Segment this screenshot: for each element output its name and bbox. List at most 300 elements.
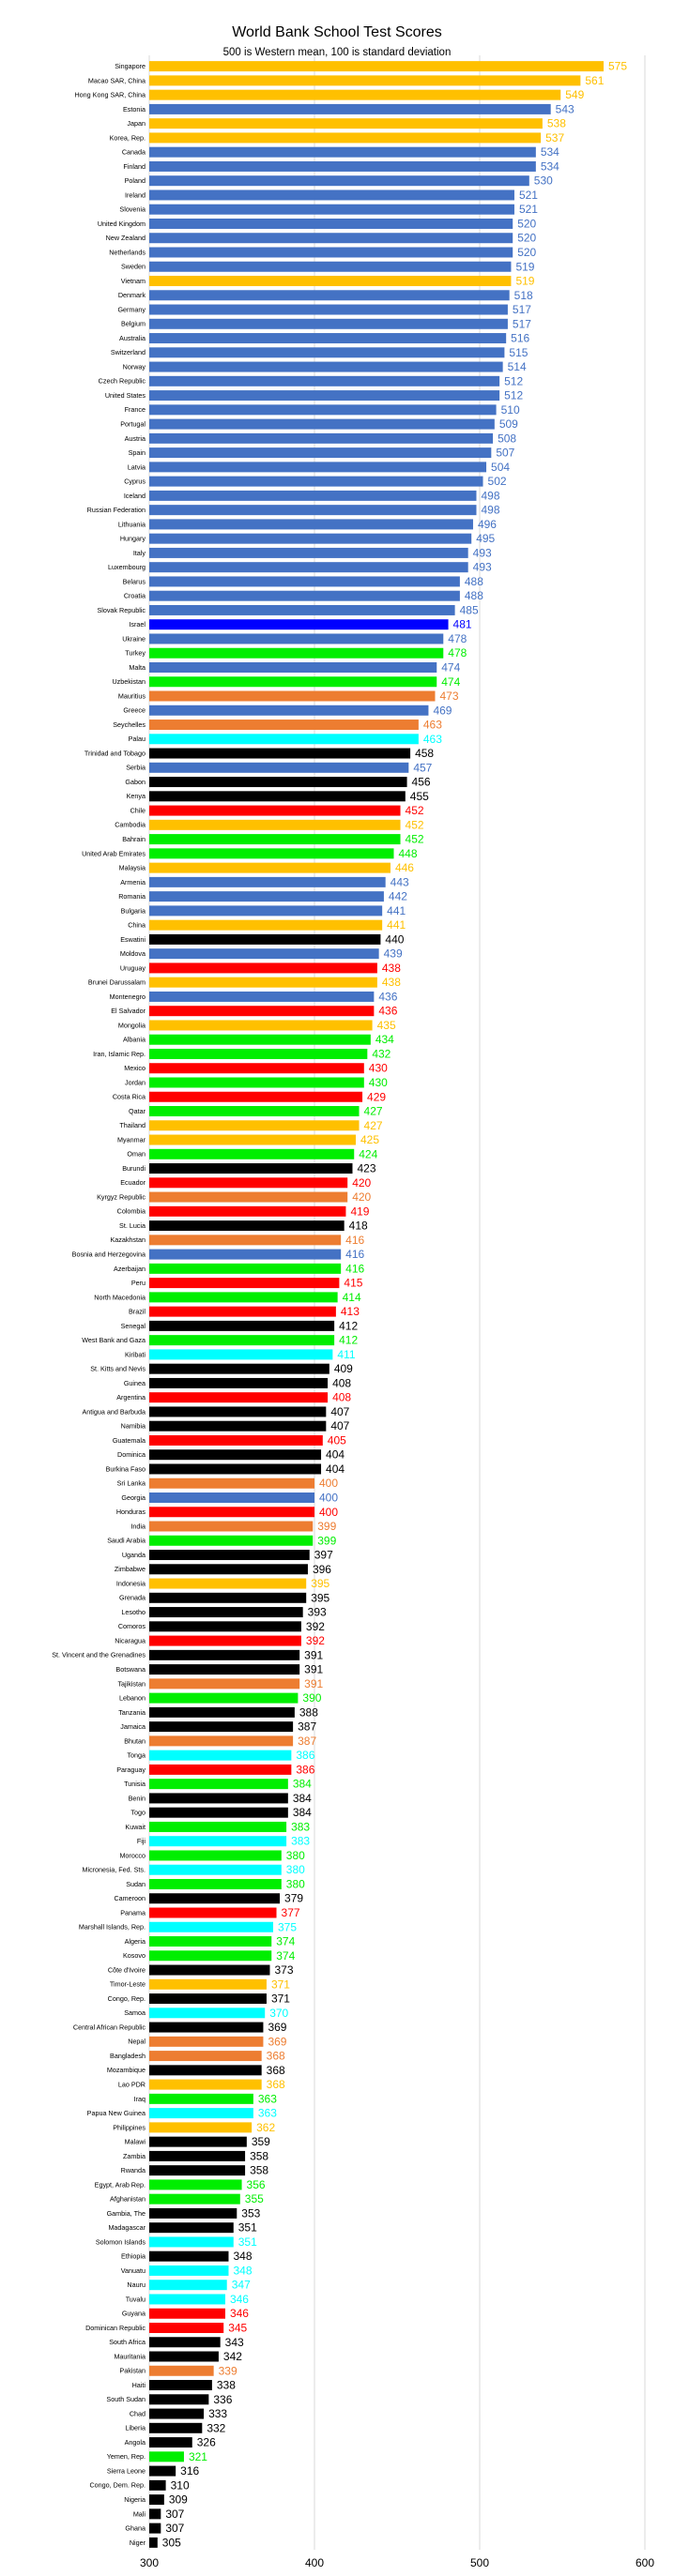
category-label: Peru [130, 1279, 146, 1288]
bar [149, 276, 511, 286]
bar [149, 1006, 374, 1016]
data-label: 419 [350, 1205, 370, 1219]
category-label: Chad [129, 2409, 146, 2418]
category-label: Jamaica [120, 1722, 146, 1732]
bar [149, 1793, 288, 1803]
bar [149, 90, 560, 100]
data-label: 348 [233, 2250, 253, 2264]
category-label: Bosnia and Herzegovina [71, 1250, 146, 1259]
bar [149, 505, 476, 515]
category-label: Moldova [119, 949, 146, 959]
bar [149, 1092, 362, 1102]
category-label: Bangladesh [110, 2051, 146, 2060]
bar [149, 404, 497, 415]
category-label: Slovak Republic [97, 605, 146, 614]
bar [149, 2409, 204, 2419]
category-label: Sierra Leone [106, 2466, 146, 2476]
data-label: 412 [339, 1319, 359, 1333]
data-label: 408 [332, 1376, 352, 1390]
x-tick-label: 400 [304, 2556, 325, 2569]
category-label: Mongolia [117, 1021, 146, 1030]
bar [149, 948, 379, 959]
bar [149, 1449, 321, 1460]
bar [149, 1579, 306, 1589]
category-label: Canada [121, 147, 146, 157]
data-label: 400 [319, 1477, 339, 1491]
category-label: Kenya [126, 792, 146, 801]
bar [149, 1650, 299, 1660]
data-label: 493 [472, 546, 492, 560]
bar [149, 1307, 336, 1317]
category-label: Kazakhstan [110, 1235, 146, 1245]
data-label: 515 [509, 345, 528, 359]
data-label: 371 [270, 1992, 290, 2006]
bar [149, 1522, 313, 1532]
data-label: 355 [244, 2192, 264, 2206]
data-label: 441 [387, 903, 406, 917]
bar [149, 347, 504, 357]
data-label: 348 [233, 2264, 253, 2278]
bar [149, 2480, 166, 2491]
category-label: South Africa [109, 2338, 146, 2347]
data-label: 321 [188, 2449, 207, 2463]
category-label: Serbia [126, 763, 146, 772]
category-label: Cyprus [124, 477, 146, 486]
category-label: Tonga [127, 1750, 146, 1760]
bar [149, 75, 580, 85]
category-label: Gambia, The [106, 2208, 146, 2218]
category-label: Vietnam [120, 276, 146, 285]
data-label: 543 [555, 102, 574, 116]
data-label: 512 [504, 374, 524, 388]
data-label: 391 [304, 1676, 324, 1690]
data-label: 509 [498, 417, 518, 432]
bar [149, 1907, 277, 1917]
data-label: 534 [540, 145, 559, 159]
bar [149, 1507, 314, 1517]
bar [149, 1163, 352, 1174]
data-label: 446 [394, 861, 414, 875]
bar [149, 2380, 212, 2390]
data-label: 538 [546, 116, 566, 130]
bar [149, 1392, 328, 1402]
bar [149, 1063, 364, 1073]
category-label: Croatia [123, 591, 146, 600]
bar [149, 1879, 282, 1889]
bar [149, 219, 513, 229]
data-label: 346 [229, 2292, 249, 2306]
category-label: Kosovo [123, 1951, 146, 1961]
data-label: 440 [385, 932, 405, 947]
bar [149, 619, 449, 629]
data-label: 351 [237, 2235, 257, 2249]
bar [149, 2280, 227, 2290]
category-label: Indonesia [115, 1579, 146, 1588]
category-label: Italy [132, 548, 146, 557]
category-label: United States [104, 390, 146, 400]
bar [149, 319, 508, 329]
category-label: Togo [130, 1808, 146, 1817]
bar [149, 1678, 299, 1689]
data-label: 537 [545, 130, 565, 144]
data-label: 436 [378, 1004, 398, 1018]
x-tick-label: 600 [635, 2556, 655, 2569]
data-label: 388 [299, 1705, 318, 1720]
data-label: 411 [337, 1347, 356, 1361]
category-label: Ghana [125, 2523, 146, 2533]
data-label: 380 [285, 1863, 305, 1877]
category-label: Timor-Leste [109, 1979, 146, 1989]
bar [149, 2394, 208, 2404]
category-label: Tuvalu [125, 2295, 146, 2304]
category-label: West Bank and Gaza [82, 1336, 146, 1345]
bar [149, 419, 495, 430]
category-label: Uganda [121, 1550, 146, 1559]
category-label: Ecuador [120, 1178, 146, 1188]
category-label: Russian Federation [86, 506, 146, 515]
category-label: Papua New Guinea [86, 2109, 146, 2118]
category-label: Tunisia [124, 1780, 146, 1789]
data-label: 351 [237, 2220, 257, 2235]
data-label: 504 [491, 460, 511, 474]
category-label: Azerbaijan [114, 1264, 146, 1273]
data-label: 463 [422, 732, 442, 746]
data-label: 530 [533, 174, 553, 188]
category-label: Nauru [127, 2281, 146, 2290]
bar [149, 104, 551, 114]
bar [149, 2366, 214, 2376]
bar [149, 2194, 240, 2205]
data-label: 384 [292, 1806, 312, 1820]
data-label: 561 [585, 73, 605, 87]
category-label: Macao SAR, China [87, 76, 146, 85]
category-label: Iran, Islamic Rep. [93, 1049, 146, 1058]
category-label: Philippines [113, 2123, 146, 2132]
bars [149, 61, 604, 2548]
data-label: 430 [368, 1075, 388, 1089]
category-label: Japan [127, 119, 146, 129]
data-label: 424 [359, 1147, 378, 1161]
data-label: 498 [481, 503, 500, 517]
category-label: Greece [123, 705, 146, 715]
bar [149, 1707, 295, 1718]
bar [149, 2037, 263, 2047]
bar [149, 633, 443, 644]
category-label: Netherlands [109, 248, 146, 257]
data-label: 400 [319, 1505, 339, 1519]
bar [149, 691, 435, 702]
bar [149, 934, 380, 945]
data-label: 368 [266, 2078, 285, 2092]
bar [149, 1621, 301, 1631]
category-label: Jordan [125, 1078, 146, 1087]
data-label: 412 [339, 1333, 359, 1347]
bar [149, 233, 513, 243]
category-label: Pakistan [119, 2366, 146, 2375]
data-label: 384 [292, 1777, 312, 1791]
data-label: 343 [224, 2335, 244, 2349]
category-label: Guyana [121, 2309, 146, 2318]
category-label: Mauritania [114, 2352, 146, 2361]
data-label: 391 [304, 1648, 324, 1662]
data-label: 488 [464, 574, 483, 588]
bar [149, 1220, 345, 1231]
data-label: 516 [511, 331, 530, 345]
category-label: Brunei Darussalam [87, 977, 146, 987]
bar [149, 1765, 291, 1775]
value-labels [162, 60, 628, 2550]
bar [149, 777, 407, 787]
category-label: Brazil [129, 1307, 146, 1316]
data-label: 383 [291, 1820, 311, 1834]
bar [149, 2508, 161, 2519]
bar [149, 920, 382, 931]
data-label: 414 [342, 1290, 361, 1304]
data-label: 393 [307, 1605, 327, 1619]
category-label: Portugal [120, 419, 146, 429]
data-label: 407 [330, 1419, 350, 1433]
category-label: Malta [129, 662, 146, 672]
chart-title: World Bank School Test Scores [232, 24, 442, 40]
data-label: 508 [498, 432, 517, 446]
data-label: 399 [317, 1520, 337, 1534]
data-label: 374 [276, 1948, 296, 1962]
data-label: 390 [302, 1691, 322, 1705]
category-label: Nepal [128, 2037, 146, 2046]
category-label: Lithuania [117, 520, 146, 529]
data-label: 392 [305, 1634, 325, 1648]
bar [149, 1865, 282, 1875]
data-label: 439 [383, 947, 403, 961]
category-labels [52, 62, 146, 2547]
data-label: 387 [298, 1734, 317, 1748]
category-label: Morocco [119, 1851, 146, 1860]
category-label: Liberia [125, 2423, 146, 2432]
bar [149, 1536, 313, 1546]
bar [149, 676, 437, 687]
data-label: 369 [268, 2035, 287, 2049]
category-label: Armenia [120, 877, 146, 886]
bar [149, 2023, 263, 2033]
category-label: Israel [129, 620, 146, 629]
category-label: Ireland [125, 190, 146, 200]
bar [149, 2523, 161, 2534]
data-label: 448 [398, 846, 418, 860]
bar [149, 1936, 271, 1947]
bar [149, 1965, 269, 1976]
bar [149, 734, 419, 744]
category-label: Seychelles [113, 720, 146, 729]
data-label: 441 [387, 918, 406, 932]
data-label: 371 [270, 1977, 290, 1992]
category-label: Poland [124, 176, 146, 186]
category-label: Lesotho [121, 1607, 146, 1616]
bar [149, 2151, 245, 2161]
category-label: New Zealand [105, 234, 146, 243]
category-label: Singapore [115, 62, 146, 71]
bar [149, 2294, 225, 2304]
data-label: 534 [540, 159, 559, 174]
bar [149, 1106, 360, 1116]
bar [149, 749, 410, 759]
data-label: 517 [512, 303, 531, 317]
bar [149, 2165, 245, 2175]
data-label: 408 [332, 1390, 352, 1404]
bar [149, 1822, 286, 1832]
category-label: Angola [124, 2437, 146, 2447]
bar [149, 2008, 265, 2018]
data-label: 305 [161, 2536, 181, 2550]
bar [149, 1735, 293, 1746]
bar [149, 1893, 280, 1903]
bar [149, 2451, 184, 2462]
category-label: Norway [122, 362, 146, 371]
category-label: Germany [117, 305, 146, 314]
bar [149, 1264, 341, 1274]
category-label: Nigeria [124, 2494, 146, 2504]
data-label: 391 [304, 1662, 324, 1676]
bar [149, 1922, 273, 1932]
bar [149, 433, 493, 444]
category-label: Bhutan [124, 1736, 146, 1746]
data-label: 384 [292, 1791, 312, 1805]
data-label: 478 [448, 646, 467, 660]
data-label: 399 [317, 1534, 337, 1548]
bar [149, 2309, 225, 2319]
data-label: 452 [405, 804, 424, 818]
category-label: United Arab Emirates [82, 849, 146, 858]
bar [149, 147, 536, 158]
category-label: India [130, 1522, 146, 1531]
category-label: Tanzania [118, 1707, 146, 1717]
data-label: 488 [464, 589, 483, 603]
bar [149, 791, 406, 801]
data-label: 380 [285, 1877, 305, 1891]
category-label: Grenada [119, 1593, 146, 1602]
data-label: 375 [278, 1920, 298, 1934]
category-label: Antigua and Barbuda [82, 1407, 146, 1417]
category-label: Belgium [121, 319, 146, 328]
data-label: 397 [314, 1548, 333, 1562]
bar [149, 1564, 308, 1574]
bar [149, 2236, 234, 2247]
category-label: Burundi [122, 1163, 146, 1173]
data-label: 463 [422, 718, 442, 732]
bar [149, 2108, 253, 2118]
category-label: Gabon [125, 777, 146, 786]
category-label: South Sudan [106, 2395, 146, 2404]
data-label: 368 [266, 2063, 285, 2077]
category-label: Egypt, Arab Rep. [94, 2180, 146, 2190]
data-label: 362 [256, 2120, 276, 2134]
data-label: 395 [311, 1591, 330, 1605]
data-label: 359 [251, 2135, 270, 2149]
bar [149, 605, 455, 615]
data-label: 438 [381, 961, 401, 975]
bar [149, 1779, 288, 1789]
category-label: Sri Lanka [116, 1478, 146, 1488]
bar [149, 1364, 329, 1374]
data-label: 387 [298, 1720, 317, 1734]
category-label: Samoa [124, 2008, 146, 2018]
bar [149, 1750, 291, 1761]
bar [149, 2437, 192, 2447]
bar [149, 1721, 293, 1732]
category-label: Hong Kong SAR, China [74, 90, 146, 99]
bar [149, 1421, 326, 1432]
data-label: 333 [208, 2407, 228, 2421]
data-label: 377 [281, 1905, 300, 1919]
data-label: 436 [378, 990, 398, 1004]
data-label: 493 [472, 560, 492, 574]
category-label: Mexico [124, 1064, 146, 1073]
category-label: Benin [128, 1794, 146, 1803]
data-label: 435 [376, 1018, 396, 1032]
category-label: Colombia [116, 1206, 146, 1216]
data-label: 407 [330, 1404, 350, 1418]
data-label: 347 [231, 2278, 251, 2292]
category-label: Fiji [136, 1837, 146, 1846]
category-label: Mozambique [106, 2066, 146, 2075]
category-label: Finland [123, 161, 146, 171]
bar [149, 662, 437, 673]
category-label: Uruguay [119, 963, 146, 973]
category-label: Slovenia [119, 205, 146, 214]
bar [149, 2323, 223, 2333]
category-label: Mali [132, 2509, 146, 2519]
data-label: 512 [504, 388, 524, 402]
bar [149, 61, 604, 71]
data-label: 425 [360, 1133, 380, 1147]
bar [149, 1950, 271, 1961]
bar [149, 118, 543, 129]
bar [149, 1292, 338, 1302]
data-label: 416 [345, 1262, 365, 1276]
category-label: Guinea [123, 1378, 146, 1387]
data-label: 386 [296, 1749, 315, 1763]
bar [149, 763, 408, 773]
bar [149, 2208, 237, 2219]
bar [149, 1664, 299, 1674]
data-label: 307 [165, 2522, 185, 2536]
category-label: Chile [130, 806, 146, 815]
bar [149, 977, 377, 988]
category-label: Costa Rica [112, 1092, 146, 1101]
bar [149, 2080, 262, 2090]
category-label: Estonia [123, 104, 146, 114]
category-label: Malaysia [118, 863, 146, 872]
data-label: 474 [441, 674, 461, 689]
data-label: 474 [441, 660, 461, 674]
bar [149, 2352, 219, 2362]
data-label: 517 [512, 317, 531, 331]
category-label: Kuwait [125, 1822, 146, 1831]
category-label: Zambia [123, 2151, 146, 2160]
data-label: 392 [305, 1619, 325, 1633]
bar [149, 877, 386, 887]
data-label: 458 [415, 747, 435, 761]
bar [149, 2494, 164, 2505]
category-label: Luxembourg [108, 563, 146, 572]
category-label: Belarus [122, 577, 146, 586]
data-label: 521 [518, 203, 538, 217]
data-label: 356 [246, 2177, 266, 2191]
bar [149, 1493, 314, 1503]
bar [149, 2337, 221, 2347]
bar [149, 1550, 310, 1560]
category-label: Kyrgyz Republic [97, 1192, 146, 1202]
category-label: Congo, Rep. [107, 1993, 146, 2003]
